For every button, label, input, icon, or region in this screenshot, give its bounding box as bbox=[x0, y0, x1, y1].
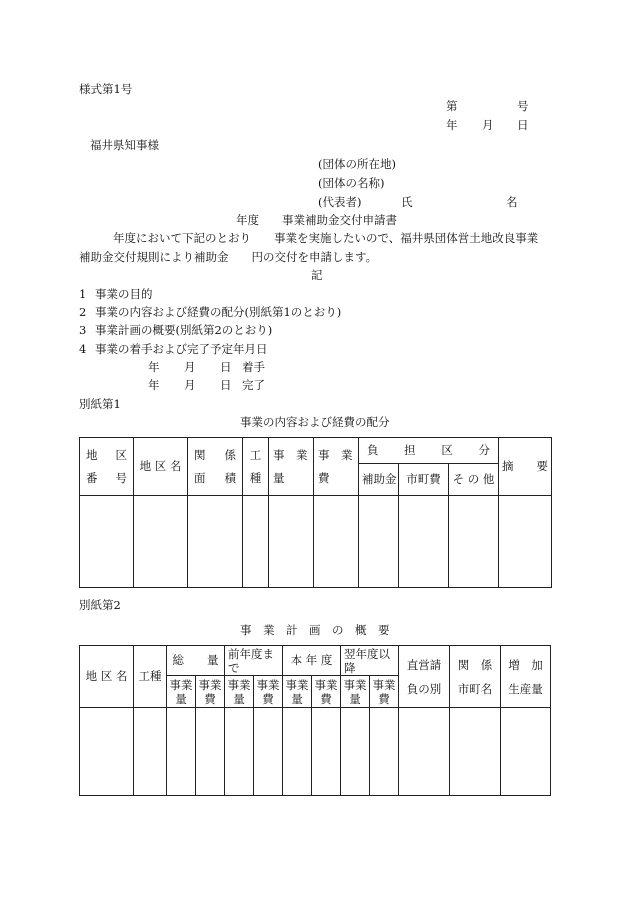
applicant-mei: 名 bbox=[506, 195, 518, 209]
item-1-no: 1 bbox=[79, 287, 87, 301]
sub-zennendo-ryo: 事業量 bbox=[225, 676, 254, 708]
annex2-title: 事 業 計 画 の 概 要 bbox=[240, 623, 390, 637]
start-year: 年 bbox=[148, 360, 160, 374]
h-shu: 種 bbox=[249, 470, 262, 485]
h2-zoka: 増 加生産量 bbox=[508, 657, 543, 696]
sub-honnendo-ryo: 事業量 bbox=[283, 676, 312, 708]
col-koshu bbox=[243, 438, 269, 496]
body-line-1: 年度において下記のとおり 事業を実施したいので、福井県団体営土地改良事業 bbox=[113, 231, 539, 245]
h-jigyo2: 事 業 bbox=[318, 447, 353, 462]
h-kankei-1: 関 bbox=[194, 447, 206, 462]
item-3-no: 3 bbox=[79, 323, 87, 337]
applicant-address: (団体の所在地) bbox=[318, 157, 396, 171]
col2-soryo: 総 量 bbox=[167, 646, 225, 676]
h-hojokin: 補助金 bbox=[362, 472, 397, 486]
h-futan-2: 担 bbox=[404, 443, 416, 457]
h-bango-2: 号 bbox=[115, 470, 127, 485]
end-day: 日 bbox=[220, 378, 232, 392]
h-jigyo: 事 業 bbox=[273, 447, 308, 462]
sub-yokunendo-ryo: 事業量 bbox=[341, 676, 370, 708]
end-month: 月 bbox=[184, 378, 196, 392]
item-4-no: 4 bbox=[79, 342, 87, 356]
col2-zennendo bbox=[225, 646, 283, 676]
col-hojokin bbox=[359, 464, 399, 496]
h2-yokunendo: 翌年度以降 bbox=[344, 646, 390, 675]
col2-zoka bbox=[501, 646, 551, 708]
col-jigyoryo bbox=[269, 438, 314, 496]
h-chiku-1: 地 bbox=[86, 447, 98, 462]
annex1-table bbox=[79, 437, 552, 588]
item-2-no: 2 bbox=[79, 305, 87, 319]
applicant-name: (団体の名称) bbox=[318, 176, 385, 190]
annex1-label: 別紙第1 bbox=[79, 397, 121, 411]
h2-zennendo: 前年度まで bbox=[228, 646, 274, 675]
item-2-text: 事業の内容および経費の配分(別紙第1のとおり) bbox=[95, 305, 342, 319]
sub-zennendo-hi: 事業費 bbox=[254, 676, 283, 708]
h-futan-4: 分 bbox=[478, 443, 490, 457]
col2-chokuei bbox=[399, 646, 450, 708]
sub-yokunendo-hi: 事業費 bbox=[370, 676, 399, 708]
annex2-data-row bbox=[80, 708, 551, 796]
date-month: 月 bbox=[482, 118, 494, 132]
h2-kankei: 関 係市町名 bbox=[457, 657, 493, 696]
date-day: 日 bbox=[517, 118, 529, 132]
col-jigyohi bbox=[314, 438, 359, 496]
col-chikumei: 地 区 名 bbox=[134, 438, 188, 496]
col-kankei-menseki bbox=[188, 438, 243, 496]
h-bango-1: 番 bbox=[86, 470, 98, 485]
h-futan-1: 負 bbox=[367, 443, 379, 457]
col2-kankei bbox=[450, 646, 501, 708]
annex1-data-row bbox=[80, 496, 552, 588]
h-kankei-2: 係 bbox=[224, 447, 236, 462]
annex1-title: 事業の内容および経費の配分 bbox=[240, 415, 390, 429]
sub-soryo-ryo: 事業量 bbox=[167, 676, 196, 708]
annex2-table bbox=[79, 645, 551, 796]
ki-heading: 記 bbox=[311, 268, 323, 282]
item-1-text: 事業の目的 bbox=[95, 287, 153, 301]
h2-chokuei: 直営請負の別 bbox=[406, 657, 442, 696]
col2-yokunendo bbox=[341, 646, 399, 676]
h-menseki-1: 面 bbox=[194, 470, 206, 485]
col-tekiyo: 摘 要 bbox=[499, 438, 552, 496]
number-go: 号 bbox=[517, 99, 529, 113]
title-nendo: 年度 bbox=[236, 213, 259, 227]
end-year: 年 bbox=[148, 378, 160, 392]
form-number: 様式第1号 bbox=[79, 82, 133, 96]
applicant-shi: 氏 bbox=[401, 195, 413, 209]
col-chiku-bango bbox=[80, 438, 134, 496]
col-futan-kubun bbox=[359, 438, 499, 464]
addressee: 福井県知事様 bbox=[90, 138, 159, 152]
col2-honnendo: 本 年 度 bbox=[283, 646, 341, 676]
h-futan-3: 区 bbox=[441, 443, 453, 457]
annex2-label: 別紙第2 bbox=[79, 598, 121, 612]
h-hi: 費 bbox=[318, 470, 330, 485]
start-month: 月 bbox=[184, 360, 196, 374]
h-chiku-2: 区 bbox=[115, 447, 127, 462]
applicant-rep: (代表者) bbox=[318, 195, 362, 209]
start-day: 日 bbox=[220, 360, 232, 374]
item-4-text: 事業の着手および完了予定年月日 bbox=[95, 342, 268, 356]
h-menseki-2: 積 bbox=[224, 470, 236, 485]
document-title: 事業補助金交付申請書 bbox=[282, 213, 397, 227]
col2-chikumei: 地 区 名 bbox=[80, 646, 134, 708]
end-label: 完了 bbox=[242, 378, 265, 392]
item-3-text: 事業計画の概要(別紙第2のとおり) bbox=[95, 323, 273, 337]
start-label: 着手 bbox=[242, 360, 265, 374]
h-kou: 工 bbox=[249, 447, 262, 462]
col-shichohi: 市町費 bbox=[399, 464, 449, 496]
date-year: 年 bbox=[446, 118, 458, 132]
col-sonota: そ の 他 bbox=[449, 464, 499, 496]
body-line-2: 補助金交付規則により補助金 円の交付を申請します。 bbox=[79, 250, 378, 264]
sub-soryo-hi: 事業費 bbox=[196, 676, 225, 708]
col2-koshu: 工種 bbox=[134, 646, 167, 708]
sub-honnendo-hi: 事業費 bbox=[312, 676, 341, 708]
number-dai: 第 bbox=[446, 99, 458, 113]
h-ryo: 量 bbox=[273, 470, 285, 485]
